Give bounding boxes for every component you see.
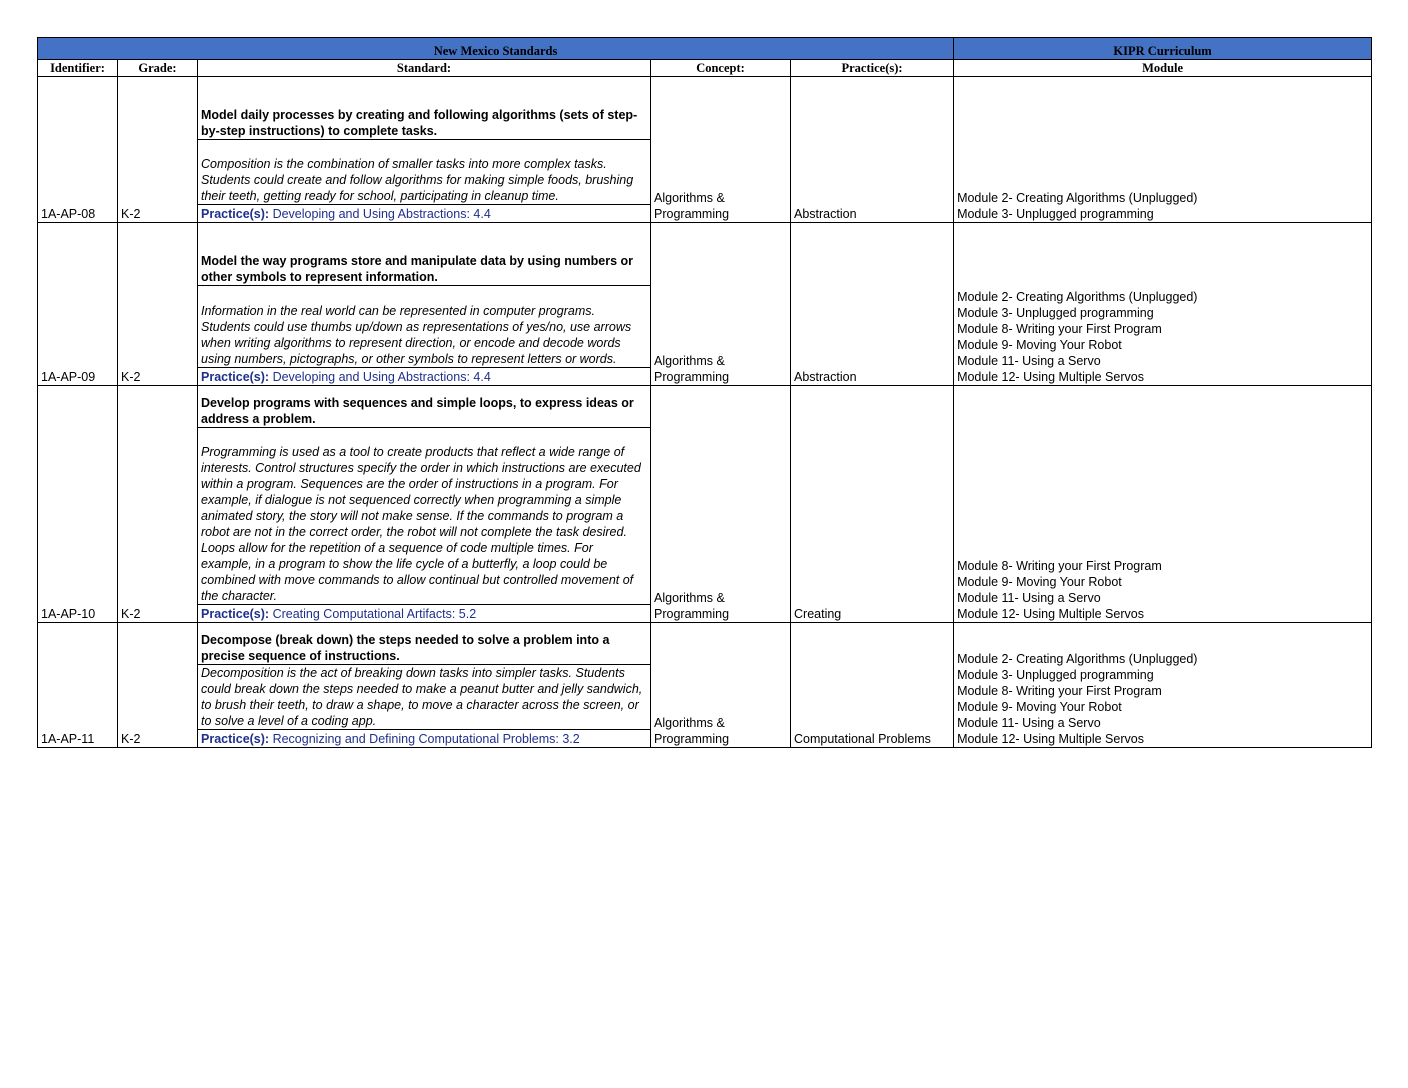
practice-area-cell: Creating (791, 386, 954, 623)
concept-line: Programming (654, 607, 730, 621)
standard-row (38, 623, 1372, 665)
module-item: Module 2- Creating Algorithms (Unplugged) (957, 191, 1198, 205)
standard-row (38, 386, 1372, 428)
identifier-cell: 1A-AP-09 (38, 223, 118, 386)
module-item: Module 3- Unplugged programming (957, 207, 1154, 221)
module-item: Module 9- Moving Your Robot (957, 575, 1122, 589)
module-list (954, 623, 1372, 748)
nm-standards-band: New Mexico Standards (38, 38, 954, 60)
module-item: Module 3- Unplugged programming (957, 306, 1154, 320)
standard-row (38, 223, 1372, 286)
practice-label: Practice(s): (201, 732, 270, 746)
module-list (954, 223, 1372, 386)
module-item: Module 2- Creating Algorithms (Unplugged) (957, 290, 1198, 304)
practice-value: Creating Computational Artifacts: 5.2 (272, 607, 477, 621)
module-item: Module 12- Using Multiple Servos (957, 370, 1144, 384)
standard-description: Information in the real world can be represented in computer programs. Students could use thumbs up/down as representations of yes/no, use arrows when writing algorithms to represent direction, or encode and decode words using numbers, pictographs, or other symbols to represent letters or words. (198, 286, 651, 368)
module-header: Module (954, 60, 1372, 77)
standard-title: Develop programs with sequences and simple loops, to express ideas or address a problem. (198, 386, 651, 428)
module-item: Module 2- Creating Algorithms (Unplugged) (957, 652, 1198, 666)
practice-value: Developing and Using Abstractions: 4.4 (272, 207, 491, 221)
grade-header: Grade: (118, 60, 198, 77)
practice-label: Practice(s): (201, 607, 270, 621)
module-item: Module 3- Unplugged programming (957, 668, 1154, 682)
identifier-cell: 1A-AP-10 (38, 386, 118, 623)
module-item: Module 12- Using Multiple Servos (957, 607, 1144, 621)
concept-cell (651, 77, 791, 223)
concept-header: Concept: (651, 60, 791, 77)
concept-line: Programming (654, 370, 730, 384)
practice-value: Developing and Using Abstractions: 4.4 (272, 370, 491, 384)
module-list (954, 77, 1372, 223)
module-item: Module 9- Moving Your Robot (957, 338, 1122, 352)
concept-line: Algorithms & (654, 716, 725, 730)
module-item: Module 12- Using Multiple Servos (957, 732, 1144, 746)
standard-title: Decompose (break down) the steps needed to solve a problem into a precise sequence of instructions. (198, 623, 651, 665)
grade-cell: K-2 (118, 623, 198, 748)
identifier-header: Identifier: (38, 60, 118, 77)
standard-header: Standard: (198, 60, 651, 77)
practice-area-cell: Abstraction (791, 223, 954, 386)
concept-line: Algorithms & (654, 354, 725, 368)
grade-cell: K-2 (118, 223, 198, 386)
practice-label: Practice(s): (201, 207, 270, 221)
concept-cell (651, 223, 791, 386)
standard-practice (198, 205, 651, 223)
column-header-row (38, 60, 1372, 77)
concept-line: Programming (654, 207, 730, 221)
standard-practice (198, 605, 651, 623)
standards-table (37, 37, 1372, 748)
standard-title: Model the way programs store and manipulate data by using numbers or other symbols to represent information. (198, 223, 651, 286)
concept-line: Algorithms & (654, 591, 725, 605)
module-item: Module 8- Writing your First Program (957, 322, 1162, 336)
grade-cell: K-2 (118, 77, 198, 223)
practice-value: Recognizing and Defining Computational Problems: 3.2 (272, 732, 580, 746)
module-item: Module 11- Using a Servo (957, 716, 1101, 730)
identifier-cell: 1A-AP-08 (38, 77, 118, 223)
standard-description: Programming is used as a tool to create products that reflect a wide range of interests. Control structures specify the order in which instructions are executed within a program. Sequences are the order of instructions in a program. For example, if dialogue is not sequenced correctly when programming a simple animated story, the story will not make sense. If the commands to program a robot are not in the correct order, the robot will not complete the task desired. Loops allow for the repetition of a sequence of code multiple times. For example, in a program to show the life cycle of a butterfly, a loop could be combined with move commands to allow continual but controlled movement of the character. (198, 428, 651, 605)
identifier-cell: 1A-AP-11 (38, 623, 118, 748)
module-item: Module 8- Writing your First Program (957, 684, 1162, 698)
module-item: Module 11- Using a Servo (957, 354, 1101, 368)
module-item: Module 9- Moving Your Robot (957, 700, 1122, 714)
concept-line: Algorithms & (654, 191, 725, 205)
module-item: Module 11- Using a Servo (957, 591, 1101, 605)
concept-line: Programming (654, 732, 730, 746)
section-band-row (38, 38, 1372, 60)
kipr-curriculum-band: KIPR Curriculum (954, 38, 1372, 60)
standard-title: Model daily processes by creating and following algorithms (sets of step-by-step instructions) to complete tasks. (198, 77, 651, 140)
standard-practice (198, 368, 651, 386)
module-list (954, 386, 1372, 623)
standard-description: Decomposition is the act of breaking down tasks into simpler tasks. Students could break down the steps needed to make a peanut butter and jelly sandwich, to brush their teeth, to draw a shape, to move a character across the screen, or to solve a level of a coding app. (198, 665, 651, 730)
standard-description: Composition is the combination of smaller tasks into more complex tasks. Students could create and follow algorithms for making simple foods, brushing their teeth, getting ready for school, participating in cleanup time. (198, 140, 651, 205)
concept-cell (651, 623, 791, 748)
module-item: Module 8- Writing your First Program (957, 559, 1162, 573)
practices-header: Practice(s): (791, 60, 954, 77)
concept-cell (651, 386, 791, 623)
standard-practice (198, 730, 651, 748)
practice-area-cell: Abstraction (791, 77, 954, 223)
standard-row (38, 77, 1372, 140)
practice-area-cell: Computational Problems (791, 623, 954, 748)
grade-cell: K-2 (118, 386, 198, 623)
practice-label: Practice(s): (201, 370, 270, 384)
